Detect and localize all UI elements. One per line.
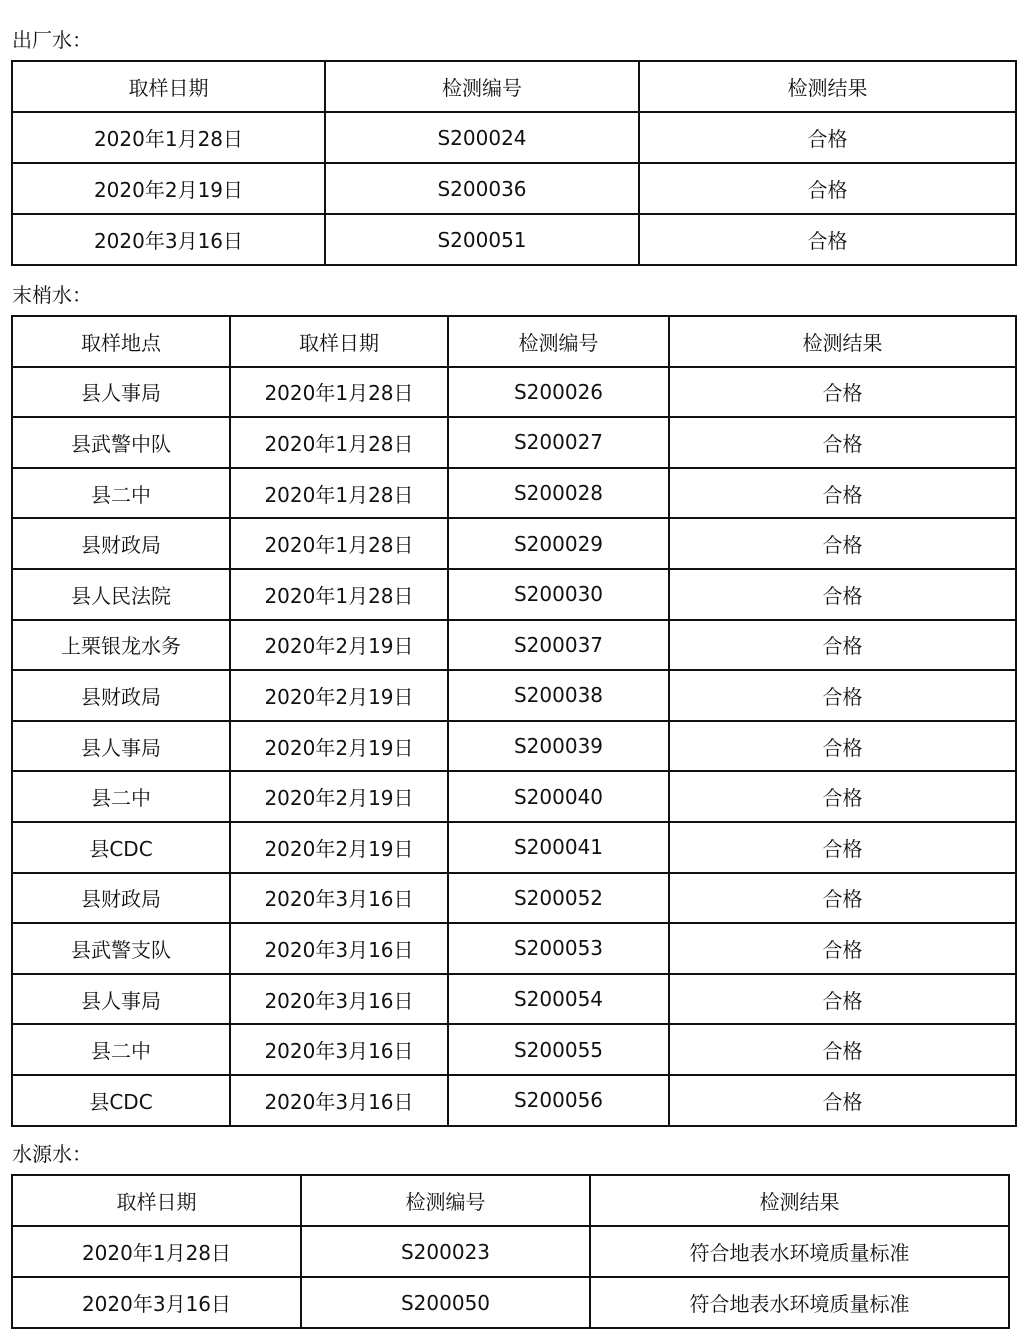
cell-sample-location: 县财政局 bbox=[12, 670, 230, 721]
cell-test-number: S200055 bbox=[448, 1024, 669, 1075]
table-row bbox=[12, 822, 1016, 873]
cell-test-result: 合格 bbox=[669, 620, 1016, 671]
cell-sample-location: 县二中 bbox=[12, 771, 230, 822]
header-test-result: 检测结果 bbox=[590, 1175, 1009, 1226]
table-header-row bbox=[12, 316, 1016, 367]
cell-sample-date: 2020年1月28日 bbox=[12, 112, 325, 163]
cell-test-result: 合格 bbox=[669, 873, 1016, 924]
cell-test-result: 合格 bbox=[669, 518, 1016, 569]
table-row bbox=[12, 974, 1016, 1025]
cell-test-number: S200028 bbox=[448, 468, 669, 519]
factory-water-table bbox=[11, 60, 1017, 266]
cell-test-result: 合格 bbox=[639, 214, 1016, 265]
cell-sample-date: 2020年3月16日 bbox=[230, 873, 448, 924]
cell-test-result: 合格 bbox=[669, 1075, 1016, 1126]
header-test-result: 检测结果 bbox=[639, 61, 1016, 112]
table-row bbox=[12, 771, 1016, 822]
cell-test-number: S200051 bbox=[325, 214, 639, 265]
cell-sample-date: 2020年3月16日 bbox=[12, 214, 325, 265]
cell-test-result: 合格 bbox=[669, 417, 1016, 468]
table-row bbox=[12, 1277, 1009, 1328]
cell-sample-date: 2020年1月28日 bbox=[230, 417, 448, 468]
factory-water-label: 出厂水： bbox=[12, 28, 92, 52]
cell-test-number: S200036 bbox=[325, 163, 639, 214]
cell-test-number: S200053 bbox=[448, 923, 669, 974]
table-row bbox=[12, 1075, 1016, 1126]
cell-test-number: S200024 bbox=[325, 112, 639, 163]
cell-test-result: 合格 bbox=[669, 468, 1016, 519]
cell-test-result: 合格 bbox=[669, 569, 1016, 620]
cell-sample-date: 2020年2月19日 bbox=[230, 620, 448, 671]
cell-test-number: S200050 bbox=[301, 1277, 590, 1328]
cell-sample-location: 县CDC bbox=[12, 1075, 230, 1126]
terminal-water-label: 末梢水： bbox=[12, 283, 92, 307]
source-water-label: 水源水： bbox=[12, 1142, 92, 1166]
table-row bbox=[12, 468, 1016, 519]
cell-sample-date: 2020年2月19日 bbox=[230, 771, 448, 822]
cell-test-number: S200038 bbox=[448, 670, 669, 721]
header-test-number: 检测编号 bbox=[301, 1175, 590, 1226]
table-row bbox=[12, 417, 1016, 468]
cell-sample-date: 2020年3月16日 bbox=[12, 1277, 301, 1328]
cell-sample-date: 2020年2月19日 bbox=[12, 163, 325, 214]
cell-test-result: 合格 bbox=[639, 112, 1016, 163]
cell-sample-location: 县二中 bbox=[12, 468, 230, 519]
cell-test-result: 合格 bbox=[639, 163, 1016, 214]
cell-sample-location: 县财政局 bbox=[12, 873, 230, 924]
cell-test-number: S200041 bbox=[448, 822, 669, 873]
table-row bbox=[12, 1226, 1009, 1277]
table-row bbox=[12, 214, 1016, 265]
cell-sample-date: 2020年1月28日 bbox=[230, 367, 448, 418]
cell-sample-date: 2020年2月19日 bbox=[230, 822, 448, 873]
cell-test-number: S200037 bbox=[448, 620, 669, 671]
table-row bbox=[12, 569, 1016, 620]
cell-sample-date: 2020年1月28日 bbox=[12, 1226, 301, 1277]
cell-sample-date: 2020年2月19日 bbox=[230, 721, 448, 772]
cell-sample-date: 2020年1月28日 bbox=[230, 569, 448, 620]
cell-test-result: 符合地表水环境质量标准 bbox=[590, 1226, 1009, 1277]
cell-test-result: 合格 bbox=[669, 1024, 1016, 1075]
cell-sample-location: 上栗银龙水务 bbox=[12, 620, 230, 671]
cell-sample-date: 2020年2月19日 bbox=[230, 670, 448, 721]
cell-test-result: 合格 bbox=[669, 721, 1016, 772]
table-header-row bbox=[12, 1175, 1009, 1226]
cell-test-result: 合格 bbox=[669, 974, 1016, 1025]
cell-sample-date: 2020年3月16日 bbox=[230, 974, 448, 1025]
cell-sample-location: 县人事局 bbox=[12, 721, 230, 772]
cell-test-number: S200040 bbox=[448, 771, 669, 822]
header-test-result: 检测结果 bbox=[669, 316, 1016, 367]
cell-sample-location: 县财政局 bbox=[12, 518, 230, 569]
cell-test-result: 符合地表水环境质量标准 bbox=[590, 1277, 1009, 1328]
table-row bbox=[12, 923, 1016, 974]
cell-test-number: S200023 bbox=[301, 1226, 590, 1277]
cell-test-number: S200054 bbox=[448, 974, 669, 1025]
table-row bbox=[12, 163, 1016, 214]
table-row bbox=[12, 518, 1016, 569]
cell-test-number: S200027 bbox=[448, 417, 669, 468]
table-row bbox=[12, 721, 1016, 772]
cell-sample-location: 县武警支队 bbox=[12, 923, 230, 974]
header-test-number: 检测编号 bbox=[448, 316, 669, 367]
cell-sample-date: 2020年1月28日 bbox=[230, 468, 448, 519]
cell-sample-location: 县人事局 bbox=[12, 367, 230, 418]
header-test-number: 检测编号 bbox=[325, 61, 639, 112]
header-sample-location: 取样地点 bbox=[12, 316, 230, 367]
cell-test-result: 合格 bbox=[669, 822, 1016, 873]
cell-sample-location: 县武警中队 bbox=[12, 417, 230, 468]
cell-test-number: S200029 bbox=[448, 518, 669, 569]
cell-test-number: S200052 bbox=[448, 873, 669, 924]
cell-test-number: S200030 bbox=[448, 569, 669, 620]
cell-sample-location: 县人事局 bbox=[12, 974, 230, 1025]
cell-sample-date: 2020年1月28日 bbox=[230, 518, 448, 569]
cell-test-number: S200056 bbox=[448, 1075, 669, 1126]
source-water-table bbox=[11, 1174, 1010, 1329]
header-sample-date: 取样日期 bbox=[230, 316, 448, 367]
table-row bbox=[12, 1024, 1016, 1075]
cell-test-result: 合格 bbox=[669, 670, 1016, 721]
table-row bbox=[12, 873, 1016, 924]
header-sample-date: 取样日期 bbox=[12, 1175, 301, 1226]
cell-test-number: S200039 bbox=[448, 721, 669, 772]
table-row bbox=[12, 670, 1016, 721]
cell-sample-date: 2020年3月16日 bbox=[230, 1024, 448, 1075]
table-row bbox=[12, 367, 1016, 418]
cell-sample-location: 县CDC bbox=[12, 822, 230, 873]
table-row bbox=[12, 620, 1016, 671]
cell-test-result: 合格 bbox=[669, 367, 1016, 418]
cell-sample-location: 县人民法院 bbox=[12, 569, 230, 620]
cell-test-result: 合格 bbox=[669, 771, 1016, 822]
terminal-water-table bbox=[11, 315, 1017, 1127]
cell-sample-date: 2020年3月16日 bbox=[230, 923, 448, 974]
cell-test-number: S200026 bbox=[448, 367, 669, 418]
cell-test-result: 合格 bbox=[669, 923, 1016, 974]
table-header-row bbox=[12, 61, 1016, 112]
header-sample-date: 取样日期 bbox=[12, 61, 325, 112]
table-row bbox=[12, 112, 1016, 163]
cell-sample-date: 2020年3月16日 bbox=[230, 1075, 448, 1126]
cell-sample-location: 县二中 bbox=[12, 1024, 230, 1075]
